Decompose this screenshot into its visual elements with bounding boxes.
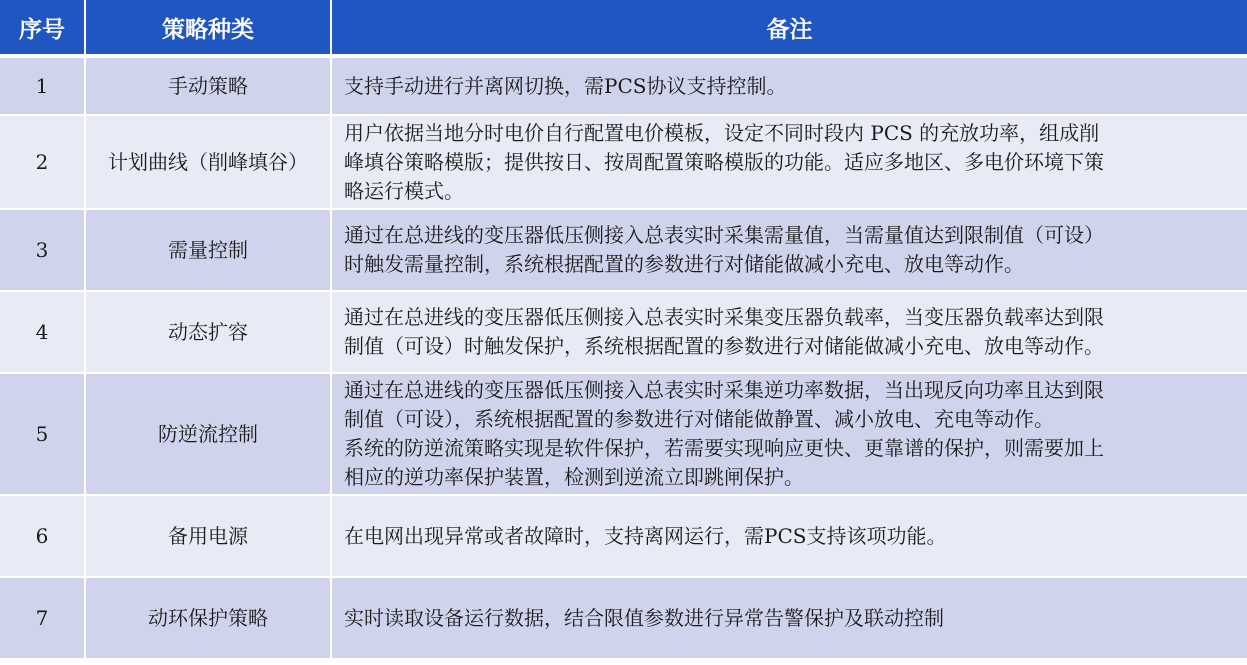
row-number: 4 (0, 292, 86, 374)
table-row (0, 578, 1247, 660)
strategy-note (332, 58, 1247, 116)
row-number: 5 (0, 374, 86, 496)
header-row (0, 0, 1247, 58)
note-line: 支持手动进行并离网切换，需PCS协议支持控制。 (344, 73, 787, 98)
note-line: 时触发需量控制，系统根据配置的参数进行对储能做减小充电、放电等动作。 (344, 252, 1024, 276)
strategy-note (332, 578, 1247, 660)
note-line: 在电网出现异常或者故障时，支持离网运行，需PCS支持该项功能。 (344, 523, 947, 548)
note-line: 制值（可设），系统根据配置的参数进行对储能做静置、减小放电、充电等动作。 (344, 407, 1054, 431)
table-header (0, 0, 1247, 58)
note-line: 通过在总进线的变压器低压侧接入总表实时采集逆功率数据，当出现反向功率且达到限 (344, 378, 1104, 402)
table-row (0, 58, 1247, 116)
strategy-type: 需量控制 (86, 210, 332, 292)
table-row (0, 292, 1247, 374)
note-line: 通过在总进线的变压器低压侧接入总表实时采集需量值，当需量值达到限制值（可设） (344, 223, 1104, 247)
strategy-note (332, 374, 1247, 496)
note-line: 实时读取设备运行数据，结合限值参数进行异常告警保护及联动控制 (344, 605, 944, 630)
strategy-type: 动环保护策略 (86, 578, 332, 660)
table-row (0, 210, 1247, 292)
note-line: 峰填谷策略模版；提供按日、按周配置策略模版的功能。适应多地区、多电价环境下策 (344, 149, 1104, 174)
strategy-type: 手动策略 (86, 58, 332, 116)
note-line: 制值（可设）时触发保护，系统根据配置的参数进行对储能做减小充电、放电等动作。 (344, 334, 1104, 358)
strategy-note (332, 210, 1247, 292)
table-body (0, 58, 1247, 660)
strategy-note (332, 116, 1247, 210)
note-line: 相应的逆功率保护装置，检测到逆流立即跳闸保护。 (344, 465, 804, 489)
note-line: 用户依据当地分时电价自行配置电价模板，设定不同时段内 PCS 的充放功率，组成削 (344, 120, 1100, 145)
note-line: 略运行模式。 (344, 178, 464, 203)
table-row (0, 374, 1247, 496)
strategy-type: 计划曲线（削峰填谷） (86, 116, 332, 210)
header-note: 备注 (332, 0, 1247, 58)
row-number: 3 (0, 210, 86, 292)
note-line: 系统的防逆流策略实现是软件保护，若需要实现响应更快、更靠谱的保护，则需要加上 (344, 436, 1104, 460)
row-number: 1 (0, 58, 86, 116)
header-type: 策略种类 (86, 0, 332, 58)
strategy-note (332, 496, 1247, 578)
row-number: 7 (0, 578, 86, 660)
strategy-type: 备用电源 (86, 496, 332, 578)
strategy-type: 动态扩容 (86, 292, 332, 374)
strategy-type: 防逆流控制 (86, 374, 332, 496)
note-line: 通过在总进线的变压器低压侧接入总表实时采集变压器负载率，当变压器负载率达到限 (344, 305, 1104, 329)
table-row (0, 496, 1247, 578)
strategy-note (332, 292, 1247, 374)
row-number: 2 (0, 116, 86, 210)
table-row (0, 116, 1247, 210)
header-num: 序号 (0, 0, 86, 58)
row-number: 6 (0, 496, 86, 578)
